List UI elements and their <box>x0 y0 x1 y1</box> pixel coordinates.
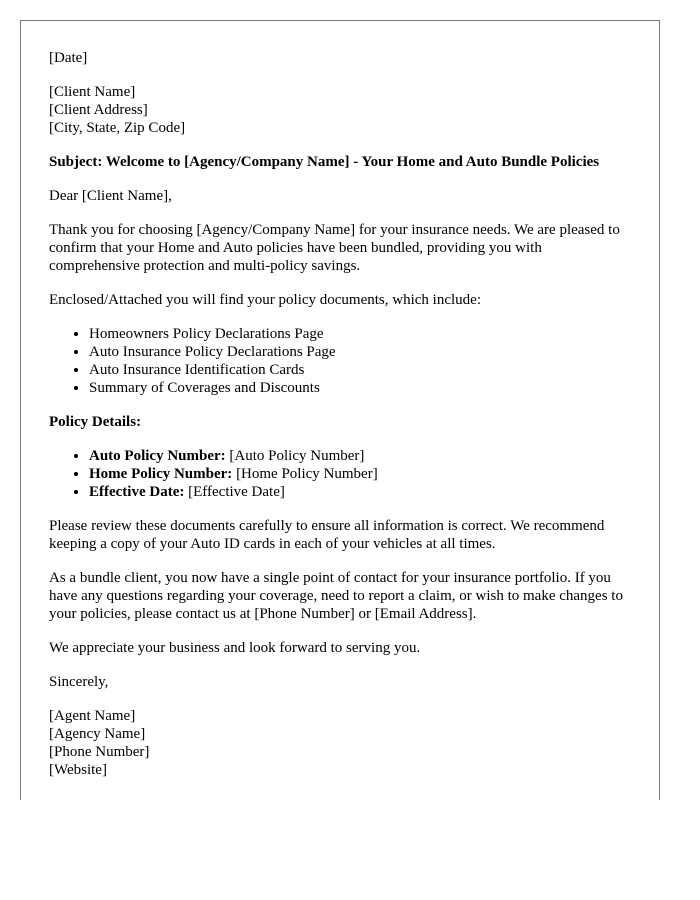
salutation: Dear [Client Name], <box>49 188 172 204</box>
letter-date: [Date] <box>49 50 88 66</box>
recipient-address: [Client Address] <box>49 102 148 118</box>
letter-subject: Subject: Welcome to [Agency/Company Name] - Your Home and Auto Bundle Policies <box>49 154 600 170</box>
home-policy-value: [Home Policy Number] <box>232 466 378 482</box>
effective-date-value: [Effective Date] <box>184 484 285 500</box>
review-paragraph: Please review these documents carefully to ensure all information is correct. We recommend keeping a copy of your Auto ID cards in each of your vehicles at all times. <box>49 518 605 552</box>
list-item: • Summary of Coverages and Discounts <box>89 379 631 397</box>
recipient-name: [Client Name] <box>49 84 136 100</box>
signature-block <box>49 707 631 779</box>
agent-name: [Agent Name] <box>49 708 136 724</box>
policy-detail-effective-date <box>89 483 631 501</box>
list-item: • Auto Insurance Policy Declarations Page <box>89 343 631 361</box>
recipient-block <box>49 83 631 137</box>
agency-website: [Website] <box>49 762 107 778</box>
home-policy-label: Home Policy Number: <box>89 466 233 482</box>
letter-page <box>20 20 660 800</box>
auto-policy-label: Auto Policy Number: <box>89 448 226 464</box>
documents-list <box>49 325 631 397</box>
intro-paragraph: Thank you for choosing [Agency/Company Name] for your insurance needs. We are pleased to confirm that your Home and Auto policies have been bundled, providing you with comprehensive protection and multi-policy savings. <box>49 222 620 274</box>
enclosed-paragraph: Enclosed/Attached you will find your policy documents, which include: <box>49 292 481 308</box>
effective-date-label: Effective Date: <box>89 484 185 500</box>
list-item: • Auto Insurance Identification Cards <box>89 361 631 379</box>
bundle-paragraph: As a bundle client, you now have a single point of contact for your insurance portfolio. If you have any questions regarding your coverage, need to report a claim, or wish to make changes to your policies, please contact us at [Phone Number] or [Email Address]. <box>49 570 623 622</box>
policy-details-list <box>49 447 631 501</box>
policy-detail-home <box>89 465 631 483</box>
agency-phone: [Phone Number] <box>49 744 150 760</box>
list-item: • Homeowners Policy Declarations Page <box>89 325 631 343</box>
policy-detail-auto <box>89 447 631 465</box>
appreciation-paragraph: We appreciate your business and look forward to serving you. <box>49 640 421 656</box>
policy-details-heading: Policy Details: <box>49 414 142 430</box>
recipient-city-state-zip: [City, State, Zip Code] <box>49 120 186 136</box>
auto-policy-value: [Auto Policy Number] <box>225 448 365 464</box>
closing: Sincerely, <box>49 674 109 690</box>
agency-name: [Agency Name] <box>49 726 146 742</box>
